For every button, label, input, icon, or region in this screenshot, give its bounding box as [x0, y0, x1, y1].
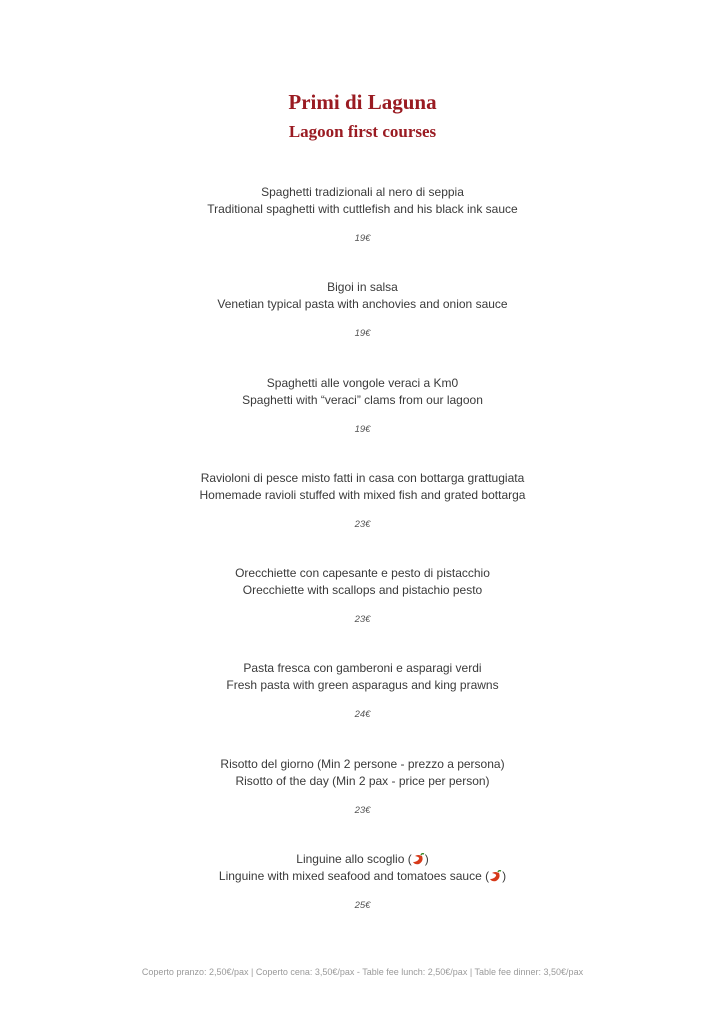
page-subtitle: Lagoon first courses [288, 122, 437, 141]
dish-name-italian: Spaghetti alle vongole veraci a Km0 [266, 376, 459, 390]
menu-item [0, 184, 725, 246]
dish-name-italian: Orecchiette con capesante e pesto di pistacchio [235, 566, 490, 580]
chili-pepper-icon [489, 870, 502, 882]
menu-item [0, 851, 725, 913]
dish-name-italian [0, 851, 725, 868]
menu-item [0, 660, 725, 722]
dish-price: 24€ [354, 709, 371, 720]
menu-item [0, 375, 725, 437]
dish-price: 19€ [354, 424, 371, 435]
menu-item [0, 279, 725, 341]
dish-name-english: Spaghetti with “veraci” clams from our lagoon [242, 393, 483, 407]
menu-header [0, 88, 725, 145]
dish-price: 25€ [354, 900, 371, 911]
dish-price: 23€ [354, 805, 371, 816]
dish-name-english-close: ) [502, 869, 507, 883]
dish-name-english-text: Linguine with mixed seafood and tomatoes sauce ( [218, 869, 490, 883]
dish-name-english [0, 868, 725, 885]
dish-name-english: Fresh pasta with green asparagus and king prawns [226, 678, 499, 692]
dish-name-italian: Spaghetti tradizionali al nero di seppia [261, 185, 464, 199]
dish-name-italian: Pasta fresca con gamberoni e asparagi verdi [243, 661, 482, 675]
page-title: Primi di Laguna [288, 90, 437, 114]
dish-name-english: Venetian typical pasta with anchovies and onion sauce [217, 297, 508, 311]
dish-price: 19€ [354, 328, 371, 339]
dish-name-english: Traditional spaghetti with cuttlefish and his black ink sauce [207, 202, 518, 216]
dish-name-english: Orecchiette with scallops and pistachio pesto [242, 583, 483, 597]
dish-name-italian-close: ) [424, 852, 429, 866]
dish-name-italian: Bigoi in salsa [327, 280, 398, 294]
dish-name-english: Risotto of the day (Min 2 pax - price per person) [235, 774, 490, 788]
dish-price: 23€ [354, 519, 371, 530]
chili-pepper-icon [412, 853, 425, 865]
table-fee-note: Coperto pranzo: 2,50€/pax | Coperto cena: 3,50€/pax - Table fee lunch: 2,50€/pax | Table fee dinner: 3,50€/pax [141, 967, 584, 977]
dish-price: 23€ [354, 614, 371, 625]
menu-item [0, 470, 725, 532]
dish-name-italian: Ravioloni di pesce misto fatti in casa con bottarga grattugiata [200, 471, 525, 485]
dish-price: 19€ [354, 233, 371, 244]
menu-item [0, 565, 725, 627]
dish-name-italian: Risotto del giorno (Min 2 persone - prezzo a persona) [220, 757, 505, 771]
dish-name-italian-text: Linguine allo scoglio ( [296, 852, 412, 866]
menu-item [0, 756, 725, 818]
dish-name-english: Homemade ravioli stuffed with mixed fish and grated bottarga [199, 488, 526, 502]
